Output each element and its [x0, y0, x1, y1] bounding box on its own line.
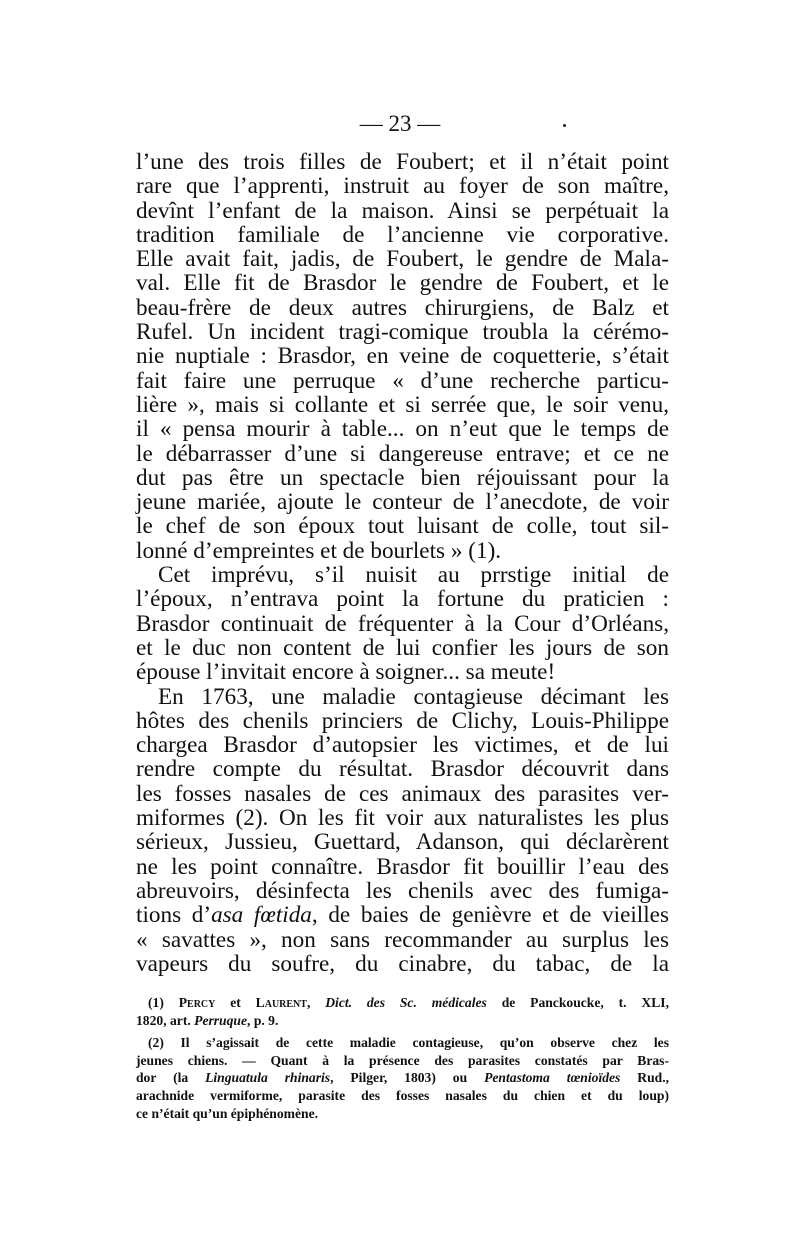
text-line [136, 855, 669, 879]
text-line [136, 660, 669, 684]
text-line [136, 830, 669, 854]
text-line [136, 636, 669, 660]
footnotes [136, 994, 669, 1127]
text-line [136, 563, 669, 587]
text-line [136, 903, 669, 927]
text-run: vapeurs du soufre, du cinabre, du tabac, de la [136, 950, 669, 977]
text-run: ne les point connaître. Brasdor fit bouillir l’eau des [136, 853, 669, 880]
text-line [136, 369, 669, 393]
text-run: En 1763, une maladie contagieuse décimant les [158, 683, 669, 710]
footnote-line: jeunes chiens. — Quant à la présence des parasites constatés par Bras- [136, 1052, 669, 1068]
text-run: l’une des trois filles de Foubert; et il n’était point [136, 149, 669, 175]
footnote-1 [136, 994, 669, 1029]
text-run: devînt l’enfant de la maison. Ainsi se perpétuait la [136, 197, 669, 224]
text-line [136, 296, 669, 320]
text-run: Rufel. Un incident tragi-comique troubla la cérémo- [136, 319, 669, 346]
text-run: le débarrasser d’une si dangereuse entrave; et ce ne [136, 440, 669, 467]
text-line [136, 879, 669, 903]
text-run: fait faire une perruque « d’une recherche particu- [136, 367, 669, 394]
text-line [136, 612, 669, 636]
text-line [136, 320, 669, 344]
footnote-line: arachnide vermiforme, parasite des fosses nasales du chien et du loup) [136, 1087, 669, 1103]
text-run: les fosses nasales de ces animaux des parasites ver- [136, 780, 669, 807]
text-run: nie nuptiale : Brasdor, en veine de coquetterie, s’était [136, 343, 669, 370]
footnote-text: Rud., [620, 1070, 669, 1086]
text-run: et le duc non content de lui confier les jours de son [136, 634, 669, 661]
text-run: miformes (2). On les fit voir aux naturalistes les plus [136, 805, 669, 832]
text-line [136, 757, 669, 781]
text-run: chargea Brasdor d’autopsier les victimes, et de lui [136, 732, 669, 759]
conjunction: et [215, 995, 256, 1010]
footnote-marker: (1) [148, 995, 164, 1010]
text-line [136, 685, 669, 709]
italic-term: asa fœtida [211, 902, 312, 929]
text-run: abreuvoirs, désinfecta les chenils avec des fumiga- [136, 877, 669, 904]
text-run: lière », mais si collante et si serrée que, le soir venu, [136, 391, 669, 418]
text-line [136, 247, 669, 271]
article-title: Perruque [194, 1012, 248, 1028]
footnote-line: ce n’était qu’un épiphénomène. [136, 1105, 319, 1121]
text-line [136, 490, 669, 514]
text-run: jeune mariée, ajoute le conteur de l’anecdote, de voir [136, 489, 669, 516]
author-name: Percy [178, 995, 216, 1010]
text-line [136, 199, 669, 223]
text-run: tions d’ [136, 902, 212, 929]
text-run: Cet imprévu, s’il nuisit au prrstige initial de [158, 562, 669, 589]
text-line [136, 733, 669, 757]
footnote-text: dor (la [136, 1070, 206, 1086]
species-name: Pentastoma tœnioïdes [484, 1070, 621, 1086]
footnote-text: 1820, art. [136, 1012, 195, 1028]
publisher: de Panckoucke, t. XLI, [486, 995, 669, 1010]
footnote-line [136, 1012, 669, 1030]
text-line [136, 271, 669, 295]
footnote-line [136, 1069, 669, 1087]
text-run: Brasdor continuait de fréquenter à la Cour d’Orléans, [136, 610, 669, 637]
text-line [136, 150, 669, 174]
text-run: l’époux, n’entrava point la fortune du praticien : [136, 586, 669, 613]
work-title: Dict. des Sc. médicales [325, 995, 487, 1010]
text-run: lonné d’empreintes et de bourlets » (1). [136, 537, 502, 564]
separator: , [306, 995, 326, 1010]
species-name: Linguatula rhinaris [205, 1070, 331, 1086]
body-text [136, 150, 669, 976]
footnote-text: , p. 9. [247, 1012, 279, 1028]
text-line [136, 417, 669, 441]
text-run: rare que l’apprenti, instruit au foyer de son maître, [136, 173, 669, 200]
text-run: il « pensa mourir à table... on n’eut que le temps de [136, 416, 669, 443]
text-line [136, 806, 669, 830]
text-line [136, 174, 669, 198]
text-run: hôtes des chenils princiers de Clichy, Louis-Philippe [136, 707, 669, 734]
text-run: val. Elle fit de Brasdor le gendre de Foubert, et le [136, 270, 669, 297]
text-run: Elle avait fait, jadis, de Foubert, le gendre de Mala- [136, 246, 669, 273]
text-line [136, 514, 669, 538]
text-run: , de baies de genièvre et de vieilles [311, 902, 669, 929]
text-line [136, 539, 669, 563]
text-line [136, 952, 669, 976]
page-number: — 23 — [359, 111, 441, 136]
text-run: « savattes », non sans recommander au surplus les [136, 926, 669, 953]
text-line [136, 928, 669, 952]
text-line [136, 442, 669, 466]
text-line [136, 393, 669, 417]
text-run: le chef de son époux tout luisant de colle, tout sil- [136, 513, 669, 540]
footnote-text: , Pilger, 1803) ou [330, 1070, 485, 1086]
text-run: dut pas être un spectacle bien réjouissant pour la [136, 464, 669, 491]
text-run: sérieux, Jussieu, Guettard, Adanson, qui déclarèrent [136, 829, 669, 856]
footnote-line [136, 994, 669, 1012]
text-line [136, 587, 669, 611]
text-run: épouse l’invitait encore à soigner... sa meute! [136, 659, 556, 686]
author-name: Laurent [255, 995, 307, 1010]
footnote-line: (2) Il s’agissait de cette maladie contagieuse, qu’on observe chez les [148, 1035, 669, 1051]
text-line [136, 223, 669, 247]
text-line [136, 782, 669, 806]
footnote-2 [136, 1034, 669, 1122]
ink-speck [563, 124, 566, 127]
text-run: tradition familiale de l’ancienne vie corporative. [136, 221, 669, 248]
text-line [136, 466, 669, 490]
text-line [136, 709, 669, 733]
text-run: rendre compte du résultat. Brasdor découvrit dans [136, 756, 669, 783]
text-run: beau-frère de deux autres chirurgiens, de Balz et [136, 294, 669, 321]
text-line [136, 344, 669, 368]
